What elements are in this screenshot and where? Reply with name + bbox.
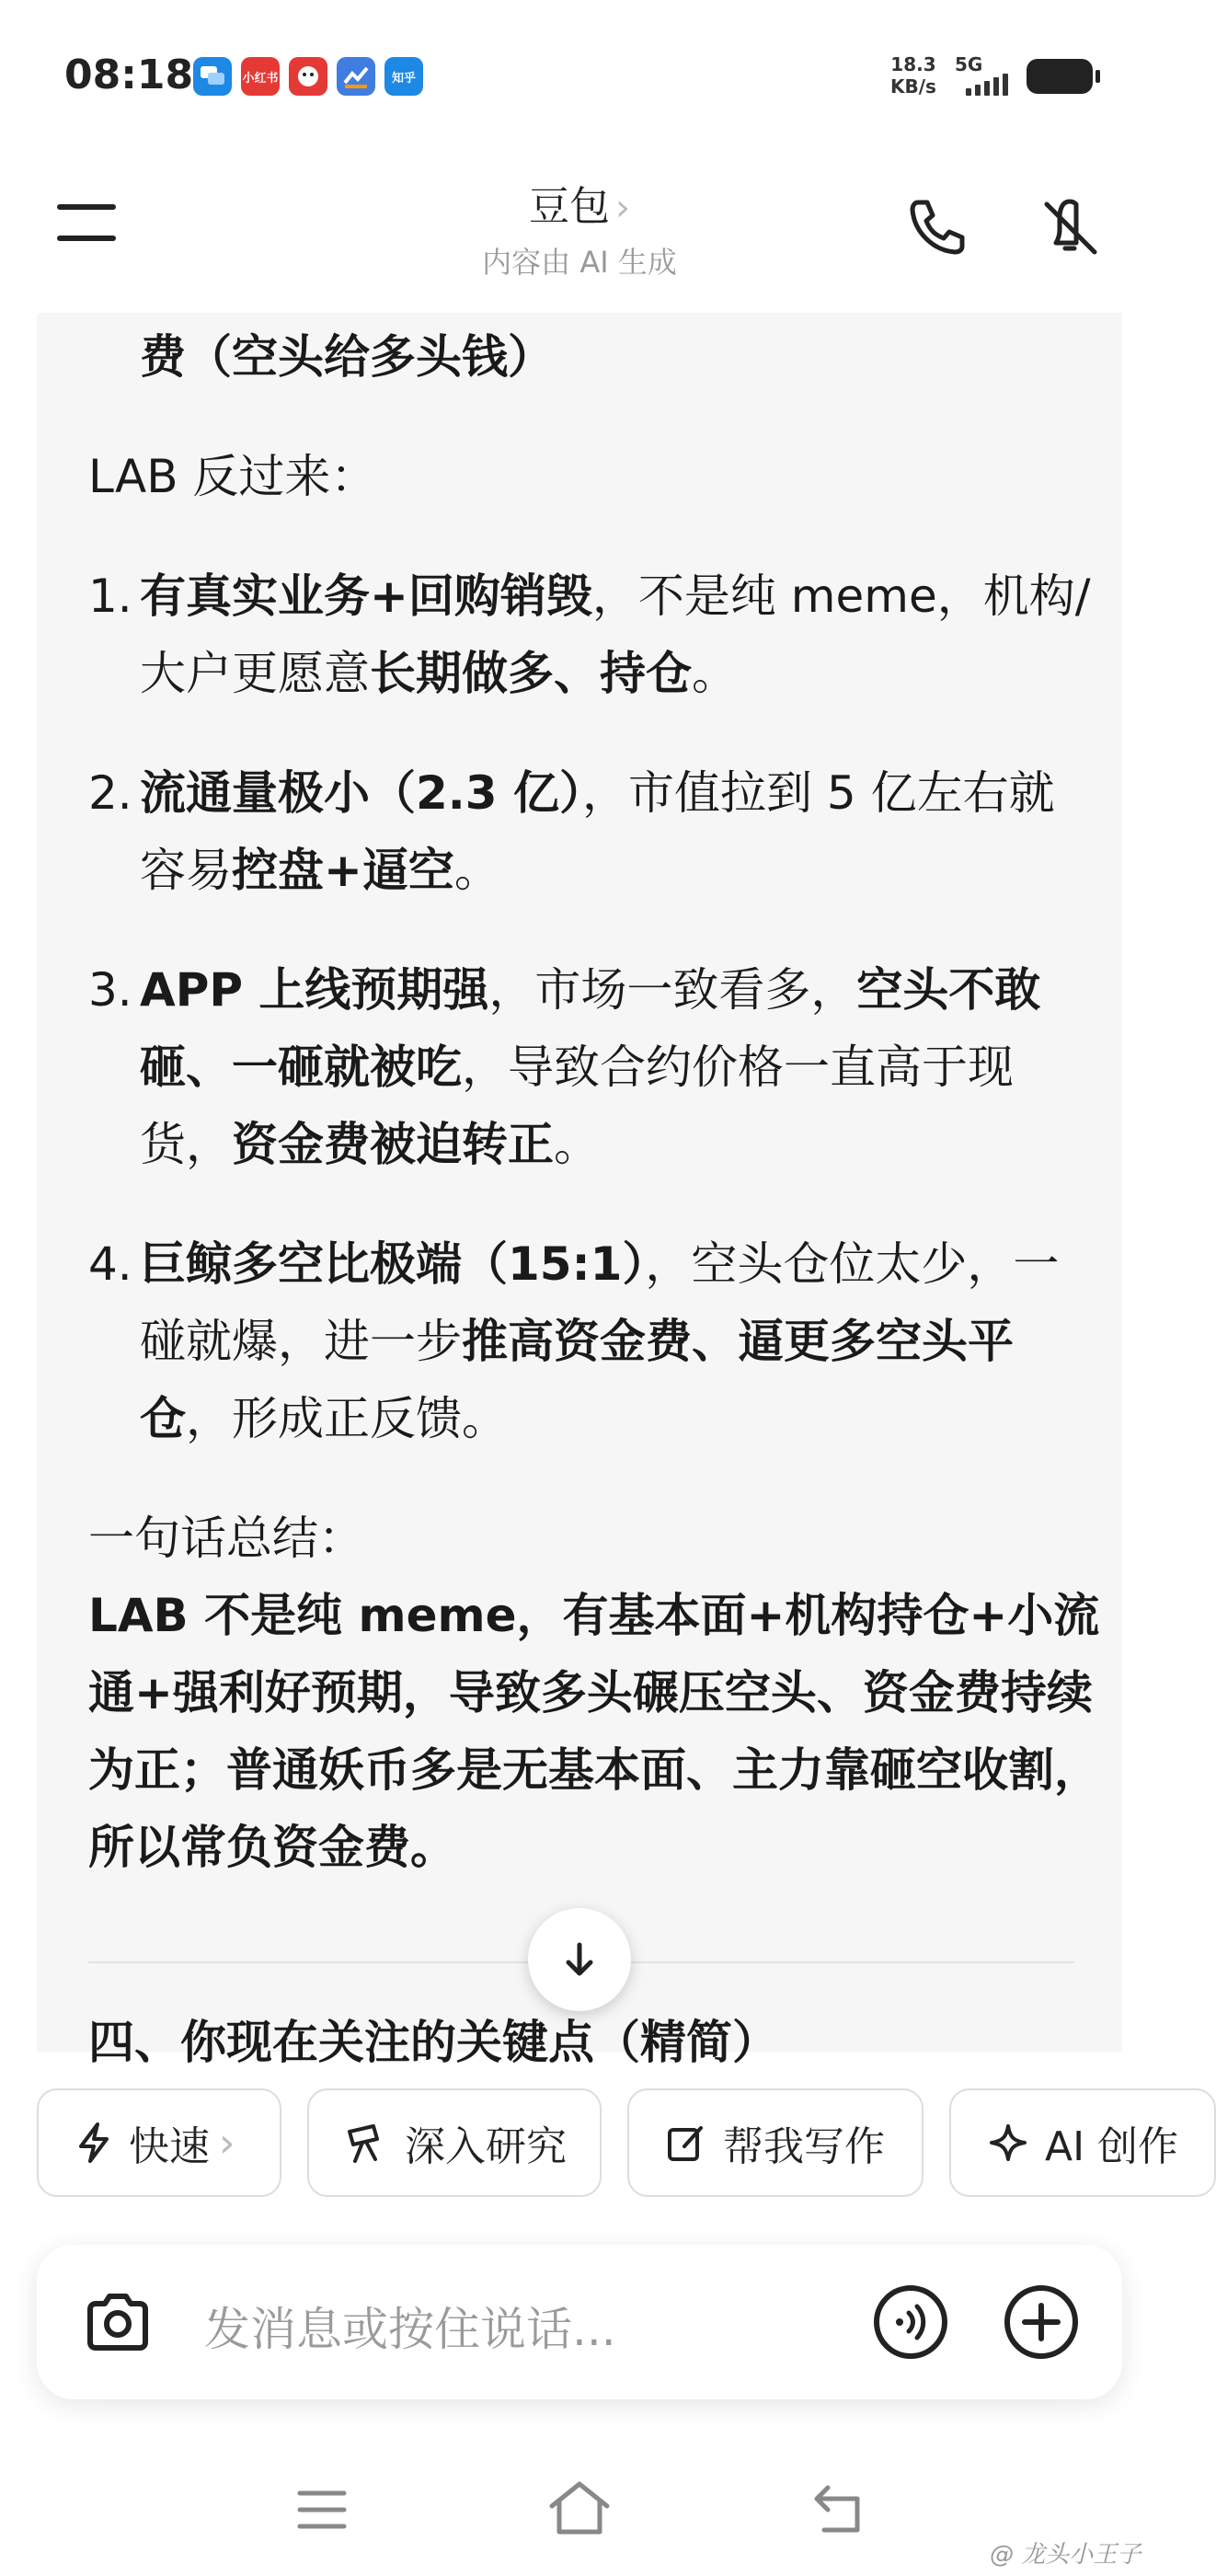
blue-app-icon <box>337 57 375 96</box>
camera-icon[interactable] <box>81 2285 155 2359</box>
watermark: @ 龙头小王子 <box>990 2541 1141 2569</box>
chat-subtitle: 内容由 AI 生成 <box>482 245 677 280</box>
message-text: 费（空头给多头钱） <box>140 330 554 384</box>
xiaohongshu-icon: 小红书 <box>241 57 280 96</box>
list-item: 3. APP 上线预期强，市场一致看多，空头不敢砸、一砸就被吃，导致合约价格一直高于现货，资金费被迫转正。 <box>88 963 1041 1171</box>
list-item: 2. 流通量极小（2.3 亿），市值拉到 5 亿左右就容易控盘+逼空。 <box>88 766 1055 897</box>
notification-app-icons <box>193 57 423 96</box>
telescope-icon <box>346 2122 388 2163</box>
signal-icon <box>966 74 1008 96</box>
edit-icon <box>666 2122 706 2163</box>
mute-speaker-icon[interactable] <box>1038 195 1102 259</box>
help-write-chip[interactable]: 帮我写作 <box>627 2088 923 2197</box>
phone-call-icon[interactable] <box>905 195 969 259</box>
deep-research-chip[interactable]: 深入研究 <box>307 2088 602 2197</box>
scroll-to-bottom-button[interactable] <box>528 1908 631 2011</box>
battery-icon <box>1027 59 1093 94</box>
summary-text: LAB 不是纯 meme，有基本面+机构持仓+小流通+强利好预期，导致多头碾压空头、资金费持续为正；普通妖币多是无基本面、主力靠砸空收割，所以常负资金费。 <box>88 1589 1100 1874</box>
message-input-bar <box>37 2245 1122 2399</box>
voice-call-icon[interactable] <box>872 2283 949 2361</box>
chevron-right-icon: › <box>219 2119 235 2167</box>
taobao-app-icon <box>289 57 327 96</box>
section-heading: 四、你现在关注的关键点（精简） <box>88 2016 778 2069</box>
fast-mode-chip[interactable]: 快速 › <box>37 2088 281 2197</box>
message-input[interactable]: 发消息或按住说话... <box>204 2303 616 2356</box>
summary-label: 一句话总结： <box>88 1512 364 1565</box>
nav-back-icon[interactable] <box>809 2480 868 2536</box>
chat-title[interactable]: 豆包 <box>529 183 610 230</box>
sparkle-icon <box>988 2122 1028 2163</box>
message-intro: LAB 反过来： <box>88 450 377 503</box>
chevron-right-icon: › <box>615 187 630 229</box>
add-icon[interactable] <box>1003 2283 1080 2361</box>
list-item: 4. 巨鲸多空比极端（15:1），空头仓位太少，一碰就爆，进一步推高资金费、逼更多空头平仓，形成正反馈。 <box>88 1237 1060 1445</box>
ai-create-chip[interactable]: AI 创作 <box>949 2088 1216 2197</box>
chat-title-area[interactable] <box>0 173 1159 282</box>
status-bar <box>0 0 1159 156</box>
network-speed: 18.3 KB/s <box>890 53 936 98</box>
arrow-down-icon <box>559 1939 600 1980</box>
lightning-icon <box>75 2122 112 2163</box>
zhihu-icon: 知乎 <box>384 57 423 96</box>
assistant-message <box>37 313 1122 2069</box>
message-app-icon <box>193 57 232 96</box>
status-time: 08:18 <box>64 52 194 98</box>
nav-recents-icon[interactable] <box>296 2488 348 2532</box>
network-type: 5G <box>955 53 983 75</box>
list-item: 1. 有真实业务+回购销毁，不是纯 meme，机构/大户更愿意长期做多、持仓。 <box>88 569 1091 700</box>
message-content <box>88 318 1100 1886</box>
quick-action-chips <box>37 2088 1179 2202</box>
nav-home-icon[interactable] <box>546 2478 613 2537</box>
